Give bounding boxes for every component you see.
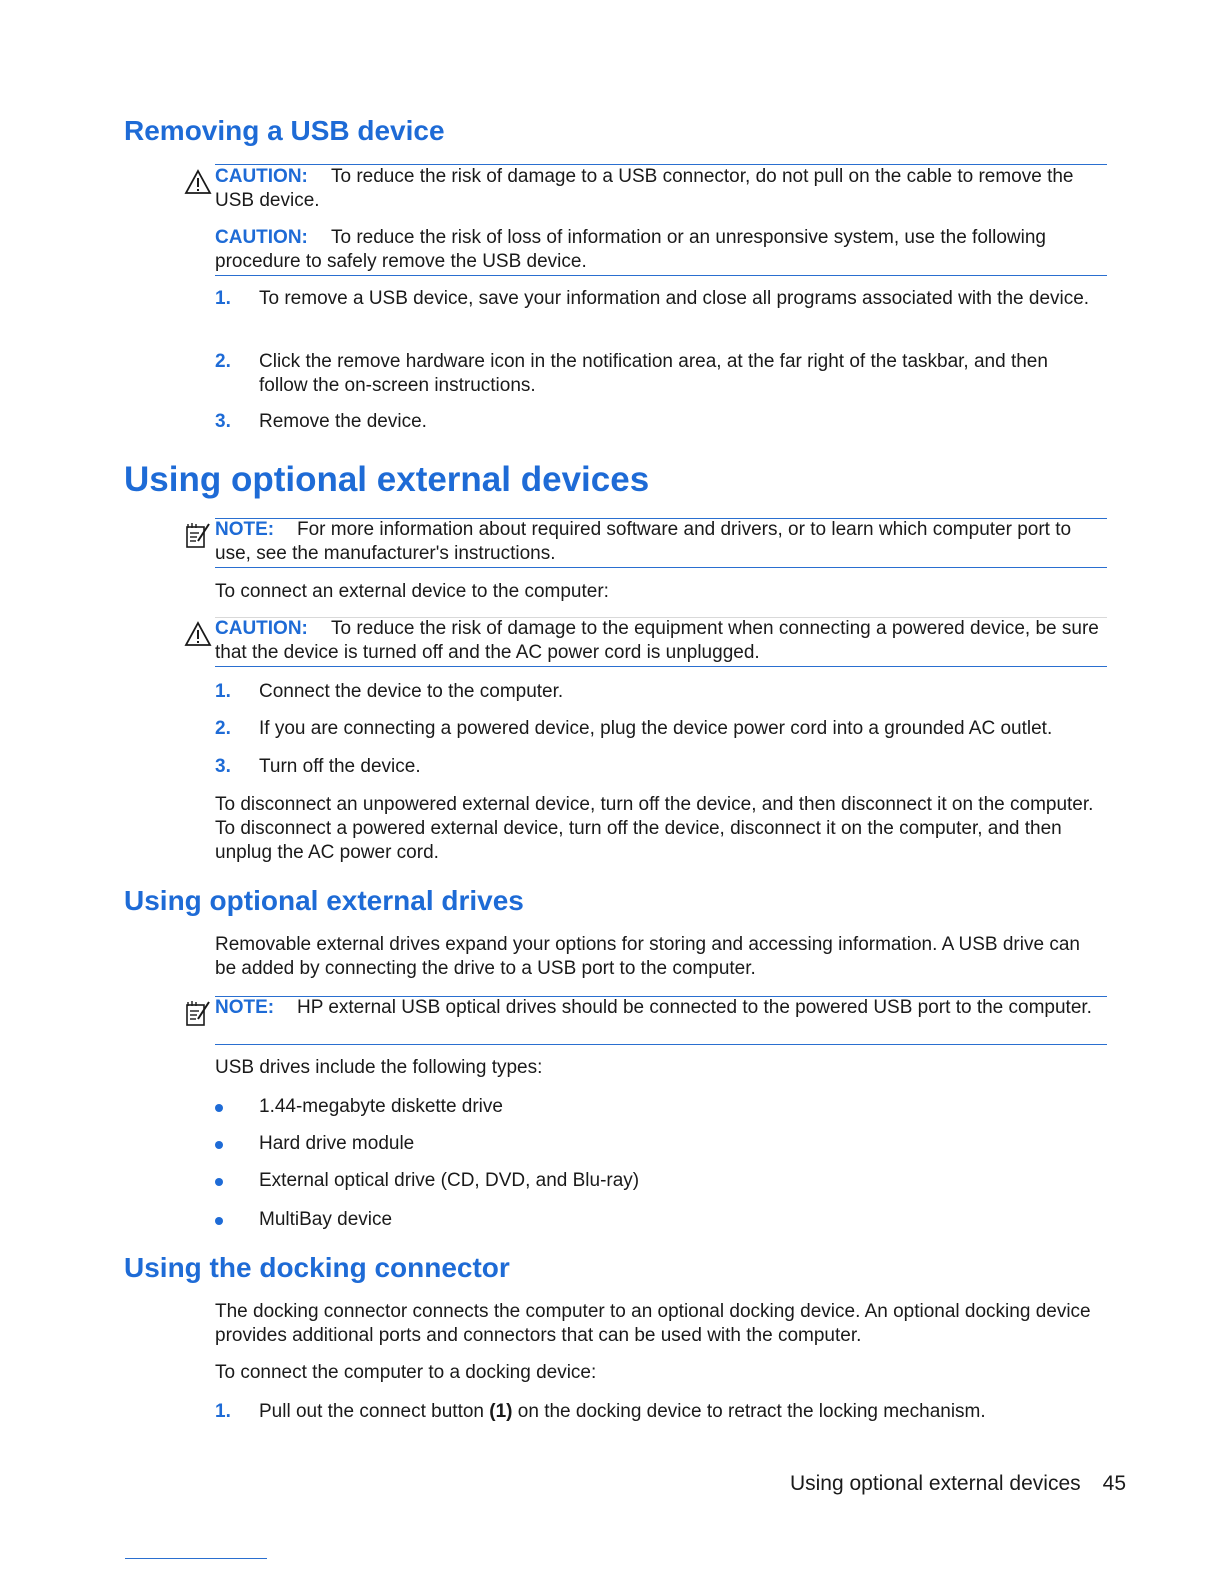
bullet-text: 1.44-megabyte diskette drive [259,1096,503,1117]
caution-safe-removal [215,226,1107,274]
drives-intro: Removable external drives expand your options for storing and accessing information. A USB drive can be added by connecting the drive to a USB port to the computer. [215,934,1080,979]
list-item [215,410,1095,434]
step-text: Connect the device to the computer. [259,681,564,702]
note-label: NOTE: [215,519,275,540]
list-item [215,1132,1095,1156]
step-text: Remove the device. [259,411,427,432]
note-icon [184,521,212,549]
footer-rule [125,1558,267,1559]
step-text-pre: Pull out the connect button [259,1401,490,1422]
step-number: 2. [215,718,231,739]
list-item [215,1208,1095,1232]
docking-connect-intro: To connect the computer to a docking device: [215,1362,597,1383]
note-rule-bottom [215,1044,1107,1045]
heading-removing-usb: Removing a USB device [124,115,445,146]
heading-external-drives: Using optional external drives [124,885,524,916]
step-number: 2. [215,351,231,372]
heading-external-devices: Using optional external devices [124,460,650,499]
caution-rule-bottom [215,666,1107,667]
caution-icon [184,168,212,196]
caution-label: CAUTION: [215,166,308,187]
note-optical-drives [215,996,1107,1020]
caution-powered-device [215,617,1107,665]
callout-marker: (1) [489,1401,513,1422]
footer-title: Using optional external devices [789,1472,1081,1495]
types-intro: USB drives include the following types: [215,1057,543,1078]
note-rule-bottom [215,567,1107,568]
caution-text: To reduce the risk of loss of information or an unresponsive system, use the following procedure to safely remove the USB device. [215,227,1046,272]
list-item [215,680,1095,704]
caution-label: CAUTION: [215,227,308,248]
note-text: For more information about required software and drivers, or to learn which computer port to use, see the manufacturer's instructions. [215,519,1072,564]
list-item [215,287,1095,311]
step-number: 1. [215,288,231,309]
step-text: Turn off the device. [259,756,421,777]
list-item [215,1095,1095,1119]
step-text-post: on the docking device to retract the locking mechanism. [512,1401,986,1422]
bullet-text: Hard drive module [259,1133,415,1154]
caution-usb-connector [215,165,1107,213]
bullet-icon [215,1217,223,1225]
caution-label: CAUTION: [215,618,308,639]
list-item [215,1400,1095,1424]
docking-intro: The docking connector connects the computer to an optional docking device. An optional docking device provides additional ports and connectors that can be used with the computer. [215,1301,1091,1346]
bullet-icon [215,1141,223,1149]
bullet-icon [215,1178,223,1186]
heading-docking-connector: Using the docking connector [124,1252,510,1283]
page-footer [790,1472,1126,1496]
page-number: 45 [1102,1472,1126,1495]
caution-icon [184,620,212,648]
bullet-icon [215,1104,223,1112]
disconnect-paragraph: To disconnect an unpowered external device, turn off the device, and then disconnect it on the computer. To disconnect a powered external device, turn off the device, disconnect it on the computer, and then unplug the AC power cord. [215,794,1094,863]
list-item [215,717,1095,741]
step-text: To remove a USB device, save your information and close all programs associated with the device. [259,288,1090,309]
caution-text: To reduce the risk of damage to a USB connector, do not pull on the cable to remove the USB device. [215,166,1074,211]
list-item [215,755,1095,779]
bullet-text: MultiBay device [259,1209,393,1230]
step-text: If you are connecting a powered device, plug the device power cord into a grounded AC outlet. [259,718,1053,739]
step-number: 3. [215,411,231,432]
list-item [215,350,1095,398]
connect-intro: To connect an external device to the computer: [215,581,609,602]
note-text: HP external USB optical drives should be connected to the powered USB port to the computer. [297,997,1092,1018]
step-text: Click the remove hardware icon in the notification area, at the far right of the taskbar, and then follow the on-screen instructions. [259,351,1048,396]
note-drivers [215,518,1107,566]
list-item [215,1169,1095,1193]
step-number: 1. [215,1401,231,1422]
caution-text: To reduce the risk of damage to the equipment when connecting a powered device, be sure that the device is turned off and the AC power cord is unplugged. [215,618,1099,663]
bullet-text: External optical drive (CD, DVD, and Blu-ray) [259,1170,640,1191]
step-text [259,1400,1095,1424]
step-number: 3. [215,756,231,777]
step-number: 1. [215,681,231,702]
caution-rule-bottom [215,275,1107,276]
note-label: NOTE: [215,997,275,1018]
note-icon [184,999,212,1027]
